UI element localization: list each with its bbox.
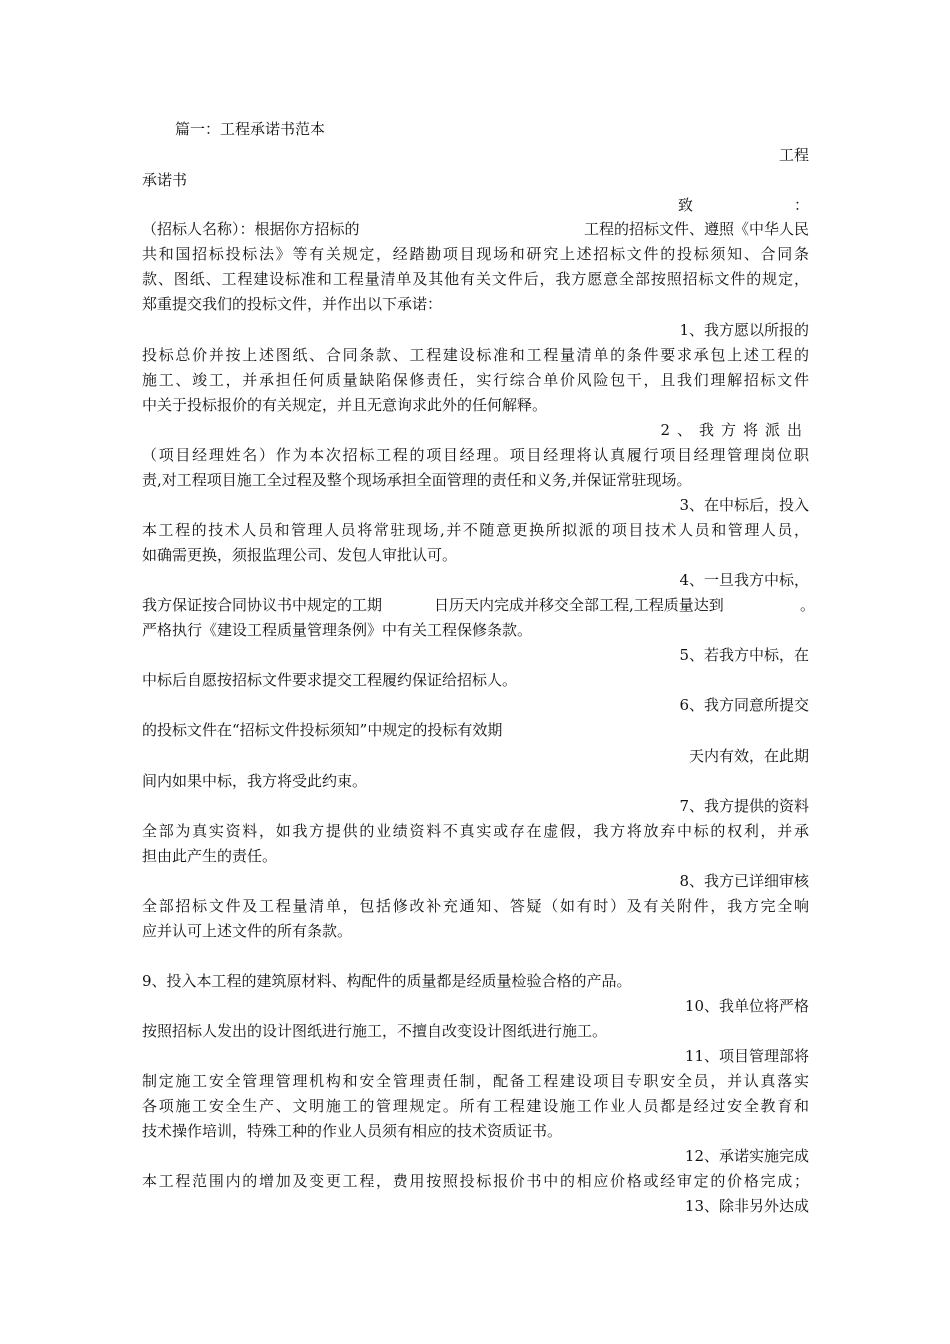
item-1-head: 1、我方愿以所报的 (679, 321, 809, 339)
item-4-head: 4、一旦我方中标， (679, 571, 809, 589)
addressee-colon: ： (793, 196, 809, 214)
item-1-line-2: 施工、竣工，并承担任何质量缺陷保修责任，实行综合单价风险包干，且我们理解招标文件 (142, 371, 809, 389)
item-13-head: 13、除非另外达成 (684, 1197, 809, 1215)
item-5-head: 5、若我方中标，在 (679, 646, 809, 664)
item-8-line-2: 应并认可上述文件的所有条款。 (142, 922, 353, 940)
item-9: 9、投入本工程的建筑原材料、构配件的质量都是经质量检验合格的产品。 (142, 972, 632, 990)
item-6-line-2: 天内有效，在此期 (688, 747, 809, 765)
document-heading: 篇一：工程承诺书范本 (175, 120, 326, 138)
intro-line-3: 款、图纸、工程建设标准和工程量清单及其他有关文件后，我方愿意全部按照招标文件的规定， (142, 270, 809, 288)
item-11-line-1: 制定施工安全管理管理机构和安全管理责任制，配备工程建设项目专职安全员，并认真落实 (142, 1072, 809, 1090)
item-8-line-1: 全部招标文件及工程量清单，包括修改补充通知、答疑（如有时）及有关附件，我方完全响 (142, 897, 809, 915)
item-6-line-1: 的投标文件在“招标文件投标须知”中规定的投标有效期 (142, 721, 503, 739)
item-5-line-1: 中标后自愿按招标文件要求提交工程履约保证给招标人。 (142, 671, 518, 689)
item-3-line-2: 如确需更换，须报监理公司、发包人审批认可。 (142, 546, 458, 564)
item-3-line-1: 本工程的技术人员和管理人员将常驻现场,并不随意更换所拟派的项目技术人员和管理人员， (142, 521, 809, 539)
item-10-line-1: 按照招标人发出的设计图纸进行施工，不擅自改变设计图纸进行施工。 (142, 1022, 608, 1040)
item-1-line-3: 中关于投标报价的有关规定，并且无意询求此外的任何解释。 (142, 396, 548, 414)
title-part-1: 工程 (778, 146, 809, 164)
item-12-head: 12、承诺实施完成 (684, 1147, 809, 1165)
item-7-head: 7、我方提供的资料 (679, 797, 809, 815)
item-10-head: 10、我单位将严格 (684, 997, 809, 1015)
intro-line-1b: 工程的招标文件、遵照《中华人民 (583, 220, 809, 238)
item-3-head: 3、在中标后，投入 (679, 496, 809, 514)
item-11-line-3: 技术操作培训，特殊工种的作业人员须有相应的技术资质证书。 (142, 1122, 563, 1140)
item-6-head: 6、我方同意所提交 (679, 696, 809, 714)
item-4-line-1b: 日历天内完成并移交全部工程,工程质量达到 (434, 596, 724, 614)
title-part-2: 承诺书 (142, 171, 188, 189)
item-7-line-1: 全部为真实资料，如我方提供的业绩资料不真实或存在虚假，我方将放弃中标的权利，并承 (142, 822, 809, 840)
item-8-head: 8、我方已详细审核 (679, 872, 809, 890)
item-4-line-1a: 我方保证按合同协议书中规定的工期 (142, 596, 383, 614)
intro-line-4: 郑重提交我们的投标文件，并作出以下承诺： (142, 295, 443, 313)
intro-line-2: 共和国招标投标法》等有关规定，经踏勘项目现场和研究上述招标文件的投标须知、合同条 (142, 245, 809, 263)
item-1-line-1: 投标总价并按上述图纸、合同条款、工程建设标准和工程量清单的条件要求承包上述工程的 (142, 346, 809, 364)
item-4-line-2: 严格执行《建设工程质量管理条例》中有关工程保修条款。 (142, 621, 533, 639)
item-6-line-3: 间内如果中标，我方将受此约束。 (142, 772, 368, 790)
item-2-line-1: （项目经理姓名）作为本次招标工程的项目经理。项目经理将认真履行项目经理管理岗位职 (142, 446, 809, 464)
item-4-line-1c: 。 (800, 596, 816, 614)
item-7-line-2: 担由此产生的责任。 (142, 847, 278, 865)
addressee-label: 致 (678, 196, 694, 214)
item-2-line-2: 责,对工程项目施工全过程及整个现场承担全面管理的责任和义务,并保证常驻现场。 (142, 471, 692, 489)
intro-line-1a: （招标人名称）：根据你方招标的 (142, 220, 360, 238)
item-12-line-1: 本工程范围内的增加及变更工程，费用按照投标报价书中的相应价格或经审定的价格完成； (142, 1172, 809, 1190)
item-2-head: 2、我方将派出 (660, 421, 809, 439)
item-11-line-2: 各项施工安全生产、文明施工的管理规定。所有工程建设施工作业人员都是经过安全教育和 (142, 1097, 809, 1115)
item-11-head: 11、项目管理部将 (684, 1047, 809, 1065)
